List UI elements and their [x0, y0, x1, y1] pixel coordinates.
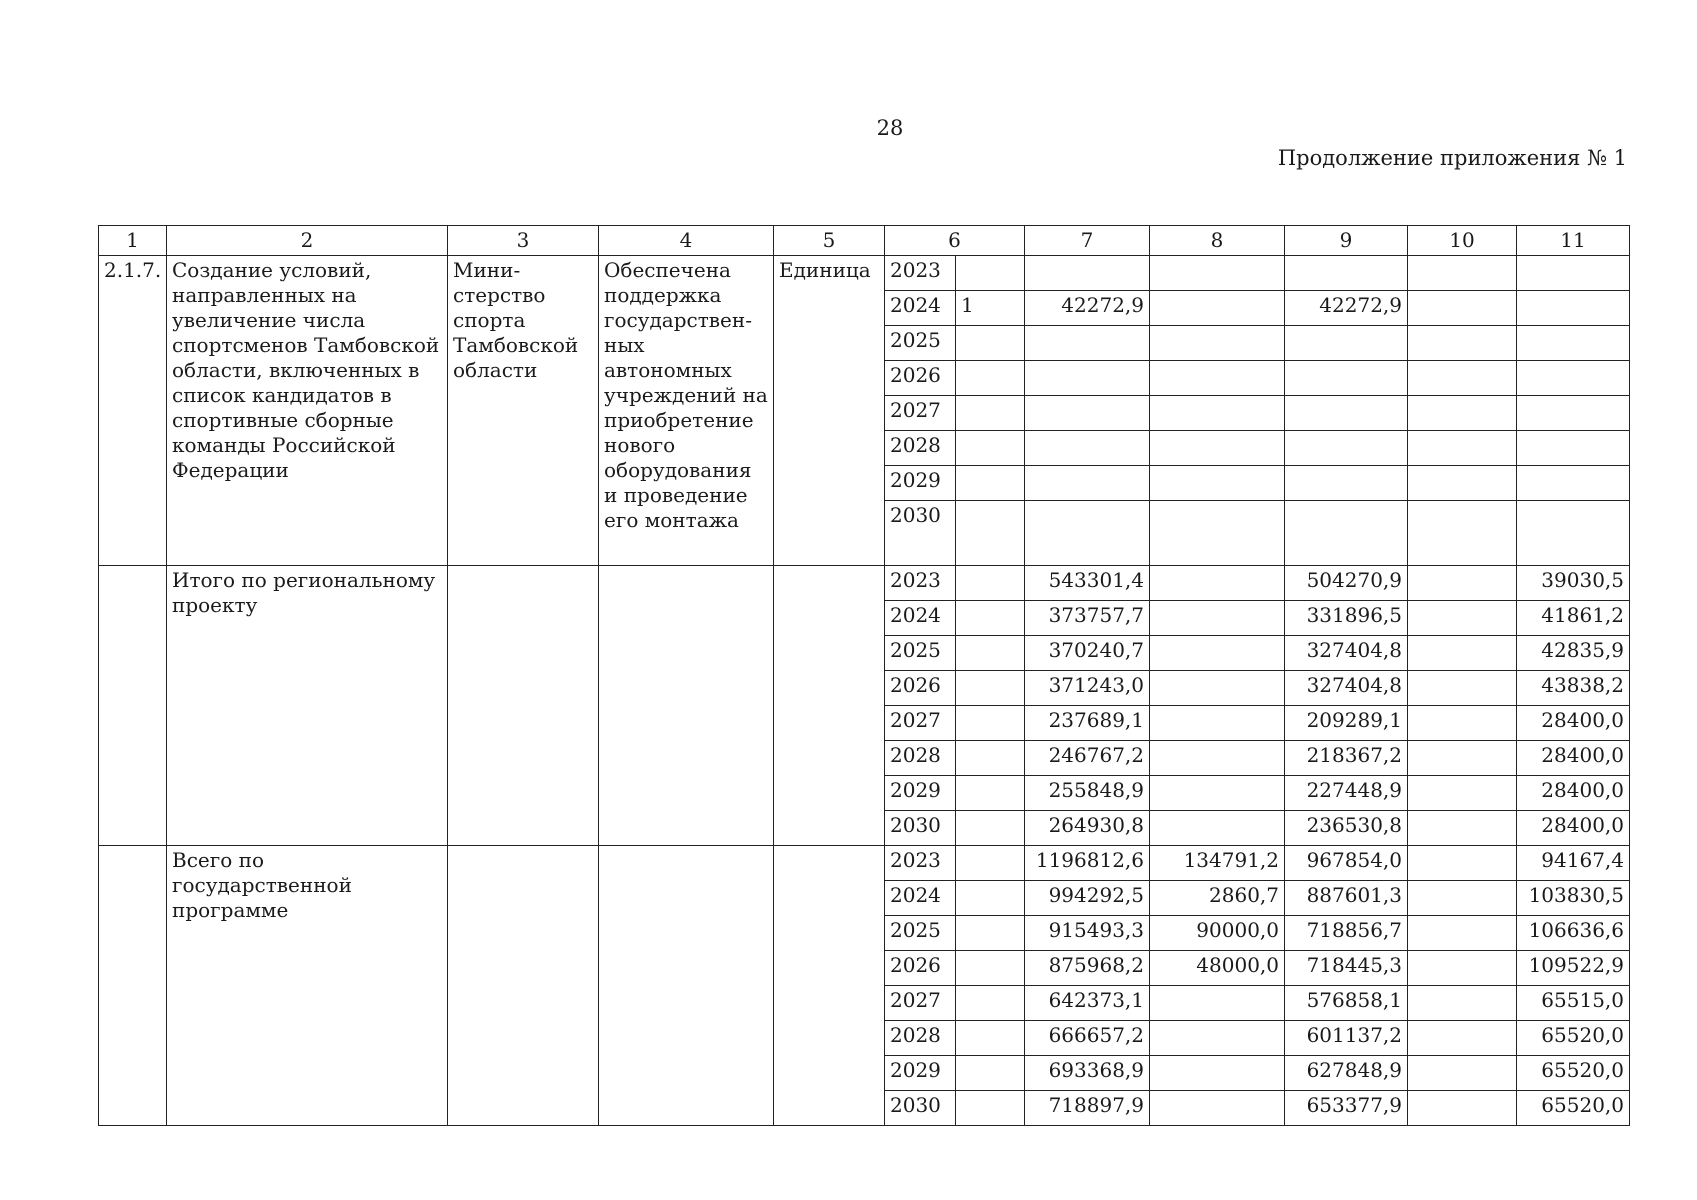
col9-cell: 718445,3: [1285, 951, 1408, 986]
header-row: [99, 226, 1630, 256]
table-row: [99, 256, 1630, 291]
col7-cell: 42272,9: [1025, 291, 1150, 326]
col8-cell: [1150, 291, 1285, 326]
col7-cell: 994292,5: [1025, 881, 1150, 916]
header-cell: 1: [99, 226, 167, 256]
col7-cell: 915493,3: [1025, 916, 1150, 951]
col9-cell: [1285, 431, 1408, 466]
quantity-cell: [956, 706, 1025, 741]
col10-cell: [1408, 466, 1517, 501]
col7-cell: 718897,9: [1025, 1091, 1150, 1126]
col10-cell: [1408, 636, 1517, 671]
year-cell: 2027: [885, 396, 956, 431]
col7-cell: 237689,1: [1025, 706, 1150, 741]
quantity-cell: 1: [956, 291, 1025, 326]
col8-cell: [1150, 466, 1285, 501]
total-col5-empty: [774, 566, 885, 846]
col11-cell: 42835,9: [1517, 636, 1630, 671]
col8-cell: [1150, 566, 1285, 601]
year-cell: 2026: [885, 951, 956, 986]
col10-cell: [1408, 256, 1517, 291]
col10-cell: [1408, 566, 1517, 601]
col11-cell: [1517, 361, 1630, 396]
col8-cell: [1150, 361, 1285, 396]
col10-cell: [1408, 916, 1517, 951]
col9-cell: [1285, 466, 1408, 501]
col10-cell: [1408, 361, 1517, 396]
year-cell: 2028: [885, 1021, 956, 1056]
year-cell: 2027: [885, 986, 956, 1021]
year-cell: 2029: [885, 1056, 956, 1091]
total-code-empty: [99, 566, 167, 846]
total-col4-empty: [599, 566, 774, 846]
col9-cell: 653377,9: [1285, 1091, 1408, 1126]
year-cell: 2025: [885, 636, 956, 671]
col11-cell: 103830,5: [1517, 881, 1630, 916]
col10-cell: [1408, 431, 1517, 466]
col9-cell: [1285, 256, 1408, 291]
col9-cell: 601137,2: [1285, 1021, 1408, 1056]
col7-cell: 246767,2: [1025, 741, 1150, 776]
col11-cell: 94167,4: [1517, 846, 1630, 881]
header-cell: 5: [774, 226, 885, 256]
header-cell: 6: [885, 226, 1025, 256]
col10-cell: [1408, 986, 1517, 1021]
col8-cell: 134791,2: [1150, 846, 1285, 881]
col9-cell: 967854,0: [1285, 846, 1408, 881]
col11-cell: [1517, 501, 1630, 566]
table-row: [99, 846, 1630, 881]
col11-cell: 65520,0: [1517, 1056, 1630, 1091]
col9-cell: [1285, 361, 1408, 396]
year-cell: 2029: [885, 776, 956, 811]
year-cell: 2025: [885, 326, 956, 361]
col10-cell: [1408, 501, 1517, 566]
col8-cell: [1150, 1056, 1285, 1091]
col10-cell: [1408, 1091, 1517, 1126]
col11-cell: 41861,2: [1517, 601, 1630, 636]
col8-cell: [1150, 671, 1285, 706]
col10-cell: [1408, 706, 1517, 741]
col7-cell: 543301,4: [1025, 566, 1150, 601]
quantity-cell: [956, 741, 1025, 776]
measure-unit: Единица: [774, 256, 885, 566]
col11-cell: [1517, 291, 1630, 326]
quantity-cell: [956, 636, 1025, 671]
col9-cell: [1285, 326, 1408, 361]
quantity-cell: [956, 431, 1025, 466]
col9-cell: 209289,1: [1285, 706, 1408, 741]
col7-cell: 371243,0: [1025, 671, 1150, 706]
quantity-cell: [956, 846, 1025, 881]
quantity-cell: [956, 1021, 1025, 1056]
col7-cell: [1025, 501, 1150, 566]
col9-cell: [1285, 501, 1408, 566]
total-col4-empty: [599, 846, 774, 1126]
col9-cell: 718856,7: [1285, 916, 1408, 951]
col7-cell: 370240,7: [1025, 636, 1150, 671]
col9-cell: 576858,1: [1285, 986, 1408, 1021]
header-cell: 9: [1285, 226, 1408, 256]
quantity-cell: [956, 881, 1025, 916]
col8-cell: 48000,0: [1150, 951, 1285, 986]
col9-cell: 327404,8: [1285, 636, 1408, 671]
year-cell: 2030: [885, 1091, 956, 1126]
year-cell: 2029: [885, 466, 956, 501]
col10-cell: [1408, 951, 1517, 986]
quantity-cell: [956, 501, 1025, 566]
col10-cell: [1408, 396, 1517, 431]
header-cell: 7: [1025, 226, 1150, 256]
col7-cell: 666657,2: [1025, 1021, 1150, 1056]
col10-cell: [1408, 1021, 1517, 1056]
col8-cell: [1150, 986, 1285, 1021]
col9-cell: 227448,9: [1285, 776, 1408, 811]
page-number: 28: [876, 116, 904, 140]
col8-cell: [1150, 431, 1285, 466]
year-cell: 2024: [885, 601, 956, 636]
col11-cell: [1517, 431, 1630, 466]
header-cell: 10: [1408, 226, 1517, 256]
col8-cell: 2860,7: [1150, 881, 1285, 916]
header-cell: 4: [599, 226, 774, 256]
col11-cell: 28400,0: [1517, 776, 1630, 811]
col10-cell: [1408, 741, 1517, 776]
year-cell: 2024: [885, 881, 956, 916]
col8-cell: [1150, 811, 1285, 846]
col9-cell: 627848,9: [1285, 1056, 1408, 1091]
col10-cell: [1408, 881, 1517, 916]
col8-cell: [1150, 501, 1285, 566]
col7-cell: [1025, 431, 1150, 466]
col9-cell: 327404,8: [1285, 671, 1408, 706]
measure-code: 2.1.7.: [99, 256, 167, 566]
year-cell: 2030: [885, 501, 956, 566]
col9-cell: 218367,2: [1285, 741, 1408, 776]
total-col3-empty: [448, 846, 599, 1126]
year-cell: 2023: [885, 566, 956, 601]
year-cell: 2023: [885, 256, 956, 291]
col11-cell: 28400,0: [1517, 706, 1630, 741]
col11-cell: 65520,0: [1517, 1091, 1630, 1126]
col11-cell: 65520,0: [1517, 1021, 1630, 1056]
col7-cell: 373757,7: [1025, 601, 1150, 636]
quantity-cell: [956, 811, 1025, 846]
col11-cell: 43838,2: [1517, 671, 1630, 706]
col11-cell: [1517, 326, 1630, 361]
year-cell: 2028: [885, 741, 956, 776]
col8-cell: [1150, 776, 1285, 811]
measure-executor: Мини-стерство спорта Тамбовской области: [448, 256, 599, 566]
total-col3-empty: [448, 566, 599, 846]
col10-cell: [1408, 326, 1517, 361]
col7-cell: 264930,8: [1025, 811, 1150, 846]
col8-cell: [1150, 1091, 1285, 1126]
quantity-cell: [956, 1056, 1025, 1091]
col8-cell: [1150, 706, 1285, 741]
col11-cell: 39030,5: [1517, 566, 1630, 601]
quantity-cell: [956, 986, 1025, 1021]
col8-cell: [1150, 326, 1285, 361]
header-cell: 11: [1517, 226, 1630, 256]
col9-cell: 236530,8: [1285, 811, 1408, 846]
col9-cell: 331896,5: [1285, 601, 1408, 636]
quantity-cell: [956, 671, 1025, 706]
col10-cell: [1408, 776, 1517, 811]
continuation-label: Продолжение приложения № 1: [1277, 146, 1627, 170]
col7-cell: 1196812,6: [1025, 846, 1150, 881]
col8-cell: [1150, 256, 1285, 291]
year-cell: 2026: [885, 361, 956, 396]
total-col5-empty: [774, 846, 885, 1126]
col9-cell: 887601,3: [1285, 881, 1408, 916]
col10-cell: [1408, 1056, 1517, 1091]
measure-name: Создание условий, направленных на увеличение числа спортсменов Тамбовской области, включенных в список кандидатов в спортивные сборные команды Российской Федерации: [167, 256, 448, 566]
col7-cell: 255848,9: [1025, 776, 1150, 811]
quantity-cell: [956, 601, 1025, 636]
col11-cell: 28400,0: [1517, 811, 1630, 846]
col7-cell: 642373,1: [1025, 986, 1150, 1021]
col7-cell: [1025, 466, 1150, 501]
year-cell: 2027: [885, 706, 956, 741]
year-cell: 2028: [885, 431, 956, 466]
col11-cell: 65515,0: [1517, 986, 1630, 1021]
quantity-cell: [956, 1091, 1025, 1126]
year-cell: 2024: [885, 291, 956, 326]
col10-cell: [1408, 601, 1517, 636]
header-cell: 8: [1150, 226, 1285, 256]
col8-cell: [1150, 396, 1285, 431]
col7-cell: [1025, 326, 1150, 361]
col9-cell: [1285, 396, 1408, 431]
col10-cell: [1408, 846, 1517, 881]
col8-cell: [1150, 601, 1285, 636]
col8-cell: [1150, 741, 1285, 776]
quantity-cell: [956, 396, 1025, 431]
col7-cell: [1025, 361, 1150, 396]
quantity-cell: [956, 466, 1025, 501]
quantity-cell: [956, 916, 1025, 951]
quantity-cell: [956, 566, 1025, 601]
col11-cell: [1517, 466, 1630, 501]
quantity-cell: [956, 951, 1025, 986]
col9-cell: 504270,9: [1285, 566, 1408, 601]
quantity-cell: [956, 326, 1025, 361]
year-cell: 2026: [885, 671, 956, 706]
col11-cell: 106636,6: [1517, 916, 1630, 951]
quantity-cell: [956, 776, 1025, 811]
col11-cell: 109522,9: [1517, 951, 1630, 986]
quantity-cell: [956, 361, 1025, 396]
col11-cell: [1517, 256, 1630, 291]
table-row: [99, 566, 1630, 601]
quantity-cell: [956, 256, 1025, 291]
total-code-empty: [99, 846, 167, 1126]
col11-cell: [1517, 396, 1630, 431]
col10-cell: [1408, 291, 1517, 326]
col8-cell: [1150, 636, 1285, 671]
header-cell: 3: [448, 226, 599, 256]
program-table: [98, 225, 1630, 1126]
year-cell: 2025: [885, 916, 956, 951]
total-label: Всего по государственной программе: [167, 846, 448, 1126]
col10-cell: [1408, 671, 1517, 706]
col9-cell: 42272,9: [1285, 291, 1408, 326]
measure-result: Обеспечена поддержка государствен-ных автономных учреждений на приобретение нового оборудования и проведение его монтажа: [599, 256, 774, 566]
total-label: Итого по региональному проекту: [167, 566, 448, 846]
header-cell: 2: [167, 226, 448, 256]
col8-cell: 90000,0: [1150, 916, 1285, 951]
year-cell: 2030: [885, 811, 956, 846]
col10-cell: [1408, 811, 1517, 846]
col7-cell: 693368,9: [1025, 1056, 1150, 1091]
col11-cell: 28400,0: [1517, 741, 1630, 776]
col7-cell: [1025, 396, 1150, 431]
col7-cell: [1025, 256, 1150, 291]
col8-cell: [1150, 1021, 1285, 1056]
year-cell: 2023: [885, 846, 956, 881]
col7-cell: 875968,2: [1025, 951, 1150, 986]
